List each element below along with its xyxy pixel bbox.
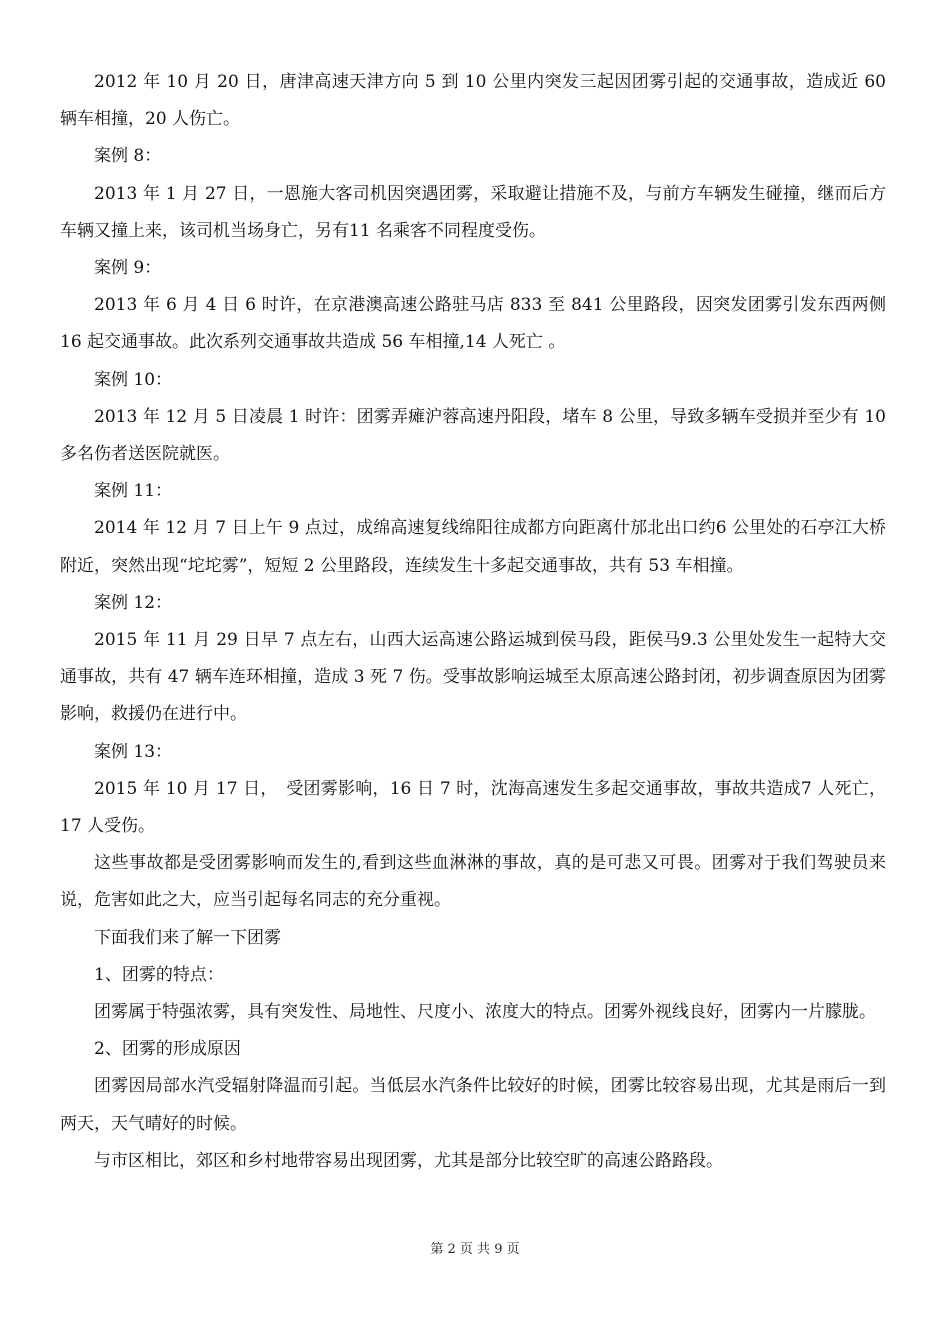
paragraph-case-12: 2015 年 11 月 29 日早 7 点左右，山西大运高速公路运城到侯马段，距侯马9.3 公里处发生一起特大交通事故，共有 47 辆车连环相撞，造成 3 死 7 伤。受事故影响运城至太原高速公路封闭，初步调查原因为团雾影响，救援仍在进行中。: [60, 630, 886, 725]
case-heading-10: 案例 10：: [94, 369, 173, 390]
paragraph-intro-fog: 下面我们来了解一下团雾: [94, 927, 281, 948]
case-heading-8: 案例 8：: [94, 146, 162, 167]
paragraph-causes: 团雾因局部水汽受辐射降温而引起。当低层水汽条件比较好的时候，团雾比较容易出现，尤其是雨后一到两天，天气晴好的时候。: [60, 1076, 886, 1134]
page-number-footer: 第 2 页 共 9 页: [430, 1242, 520, 1257]
case-heading-11: 案例 11：: [94, 481, 173, 502]
paragraph-case-11: 2014 年 12 月 7 日上午 9 点过，成绵高速复线绵阳往成都方向距离什邡北出口约6 公里处的石亭江大桥附近，突然出现“坨坨雾”，短短 2 公里路段，连续发生十多起交通事故，共有 53 车相撞。: [60, 518, 886, 576]
paragraph-accident-2012-tangjin: 2012 年 10 月 20 日，唐津高速天津方向 5 到 10 公里内突发三起因团雾引起的交通事故，造成近 60 辆车相撞，20 人伤亡。: [60, 72, 886, 130]
paragraph-suburban: 与市区相比，郊区和乡村地带容易出现团雾，尤其是部分比较空旷的高速公路路段。: [94, 1150, 723, 1171]
paragraph-case-13: 2015 年 10 月 17 日， 受团雾影响，16 日 7 时，沈海高速发生多起交通事故，事故共造成7 人死亡，17 人受伤。: [60, 778, 886, 837]
paragraph-characteristics: 团雾属于特强浓雾，具有突发性、局地性、尺度小、浓度大的特点。团雾外视线良好，团雾内一片朦胧。: [94, 1002, 876, 1023]
case-heading-9: 案例 9：: [94, 258, 162, 279]
paragraph-summary: 这些事故都是受团雾影响而发生的,看到这些血淋淋的事故，真的是可悲又可畏。团雾对于我们驾驶员来说，危害如此之大，应当引起每名同志的充分重视。: [60, 853, 886, 911]
paragraph-case-9: 2013 年 6 月 4 日 6 时许，在京港澳高速公路驻马店 833 至 841 公里路段，因突发团雾引发东西两侧 16 起交通事故。此次系列交通事故共造成 56 车相撞,14 人死亡 。: [60, 295, 886, 353]
paragraph-case-8: 2013 年 1 月 27 日，一恩施大客司机因突遇团雾，采取避让措施不及，与前方车辆发生碰撞，继而后方车辆又撞上来，该司机当场身亡，另有11 名乘客不同程度受伤。: [60, 183, 886, 241]
paragraph-case-10: 2013 年 12 月 5 日凌晨 1 时许：团雾弄瘫沪蓉高速丹阳段，堵车 8 公里，导致多辆车受损并至少有 10 多名伤者送医院就医。: [60, 406, 886, 465]
section-heading-causes: 2、团雾的形成原因: [94, 1039, 241, 1060]
case-heading-13: 案例 13：: [94, 741, 173, 762]
case-heading-12: 案例 12：: [94, 592, 173, 613]
document-body: [60, 64, 886, 1180]
section-heading-characteristics: 1、团雾的特点：: [94, 964, 224, 985]
